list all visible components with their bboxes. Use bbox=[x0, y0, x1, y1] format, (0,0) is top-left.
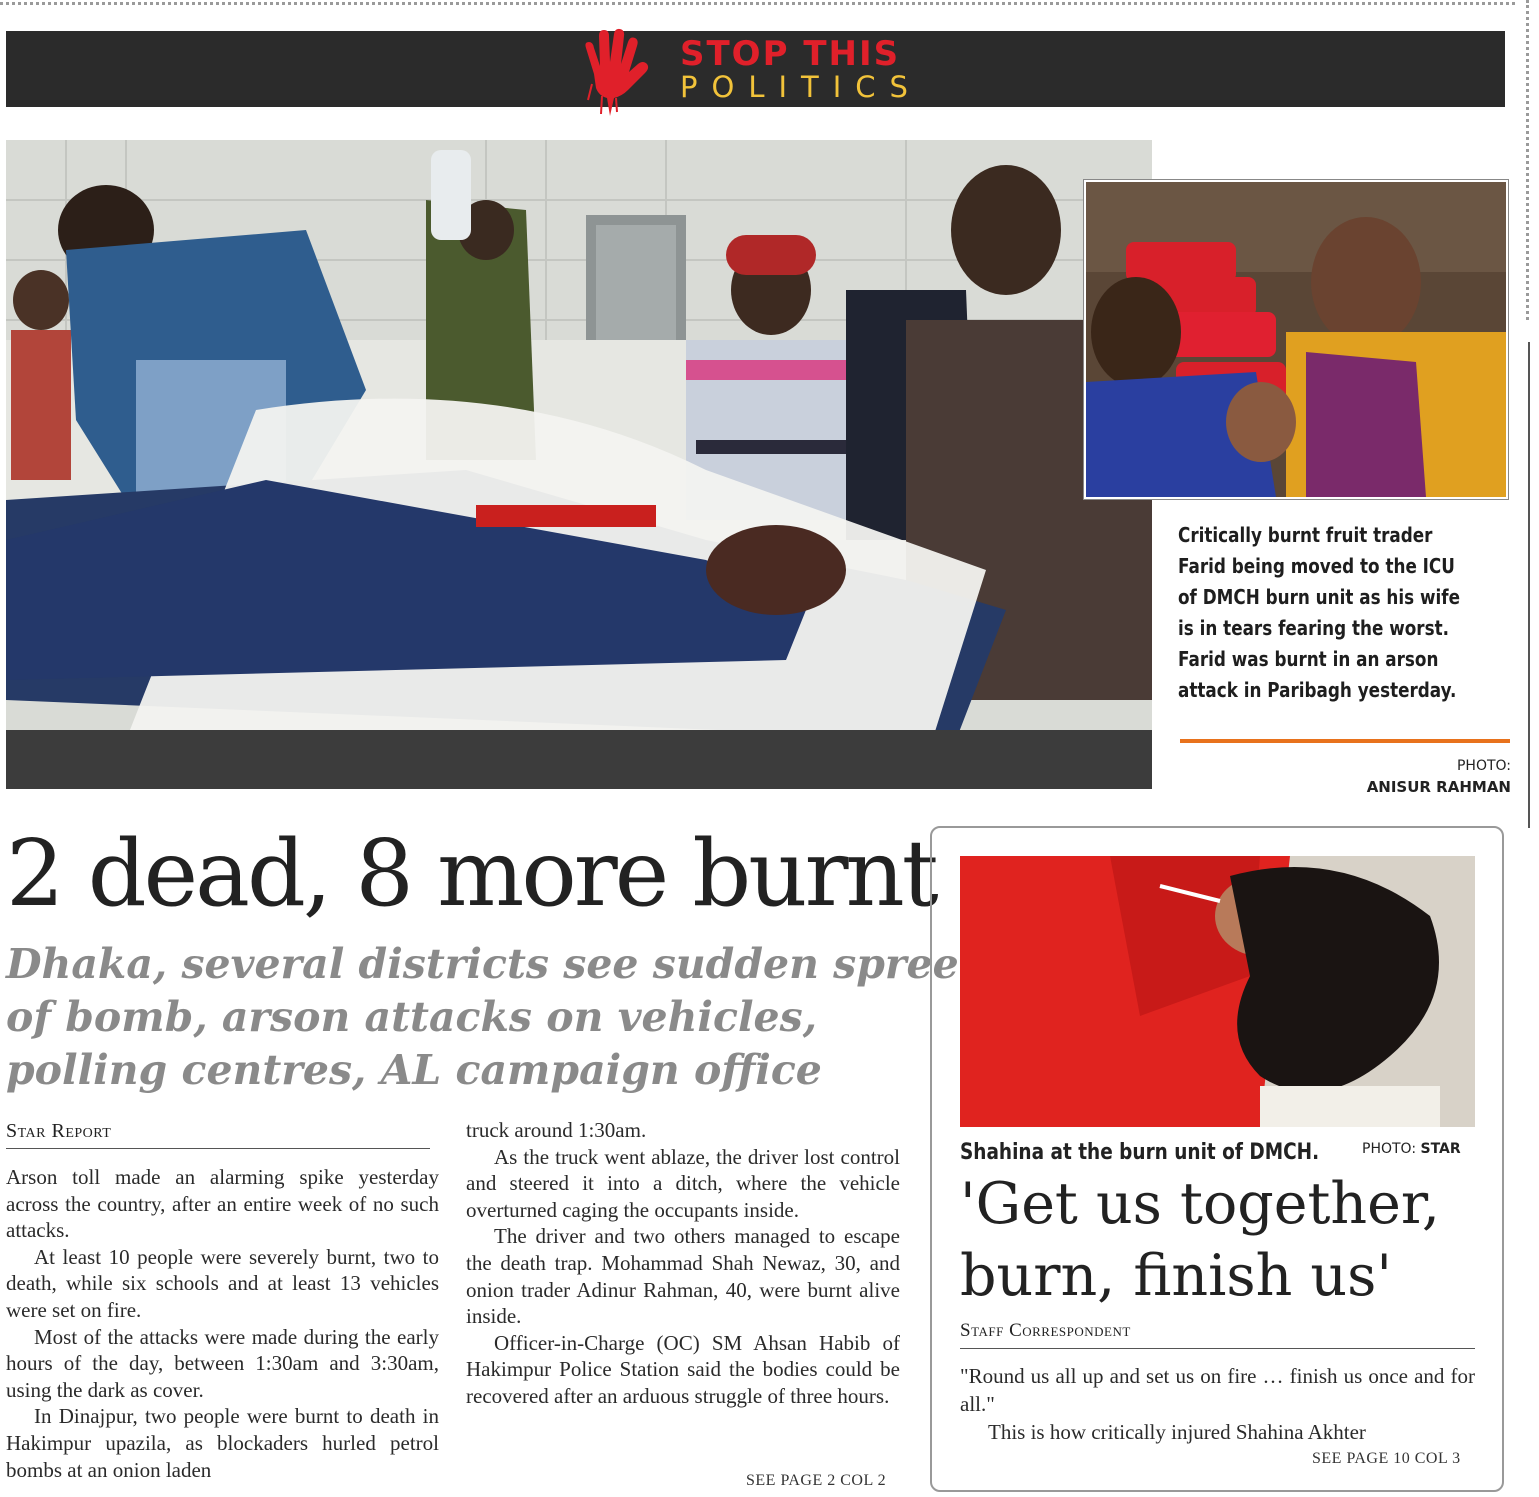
sidebar-headline-line: burn, finish us' bbox=[960, 1243, 1393, 1309]
paragraph: As the truck went ablaze, the driver lost control and steered it into a ditch, where the vehicle overturned caging the occupants inside. bbox=[466, 1144, 900, 1222]
article-subhead bbox=[6, 938, 959, 1097]
sidebar-body bbox=[960, 1362, 1475, 1446]
paragraph: truck around 1:30am. bbox=[466, 1118, 647, 1142]
shahina-photo-credit bbox=[1362, 1141, 1461, 1157]
main-photo-caption: Critically burnt fruit trader Farid being moved to the ICU of DMCH burn unit as his wife is in tears fearing the worst. Farid was burnt in an arson attack in Paribagh yesterday. bbox=[1178, 523, 1460, 702]
right-column-rule bbox=[1528, 342, 1530, 828]
paragraph: Arson toll made an alarming spike yesterday across the country, after an entire week of no such attacks. bbox=[6, 1165, 439, 1243]
sidebar-headline bbox=[960, 1168, 1500, 1312]
banner-title-line1: STOP THIS bbox=[680, 34, 901, 74]
sidebar-byline-rule bbox=[960, 1348, 1475, 1349]
paragraph: Most of the attacks were made during the early hours of the day, between 1:30am and 3:30am, using the dark as cover. bbox=[6, 1324, 439, 1402]
sidebar-byline: Staff Correspondent bbox=[960, 1320, 1131, 1341]
subhead-line: polling centres, AL campaign office bbox=[6, 1046, 822, 1094]
shahina-photo-caption: Shahina at the burn unit of DMCH. bbox=[960, 1140, 1320, 1165]
article-continuation: SEE PAGE 2 COL 2 bbox=[746, 1472, 887, 1489]
paragraph: "Round us all up and set us on fire … finish us once and for all." bbox=[960, 1364, 1475, 1416]
subhead-line: of bomb, arson attacks on vehicles, bbox=[6, 993, 817, 1041]
paragraph: This is how critically injured Shahina Akhter bbox=[988, 1420, 1366, 1444]
article-column-2 bbox=[466, 1117, 900, 1410]
sidebar-continuation: SEE PAGE 10 COL 3 bbox=[1312, 1450, 1461, 1467]
top-dotted-border bbox=[0, 2, 1515, 5]
photo-credit-name: ANISUR RAHMAN bbox=[1366, 778, 1511, 796]
paragraph: In Dinajpur, two people were burnt to death in Hakimpur upazila, as blockaders hurled petrol bombs at an onion laden bbox=[6, 1404, 439, 1482]
paragraph: Officer-in-Charge (OC) SM Ahsan Habib of Hakimpur Police Station said the bodies could be recovered after an arduous struggle of three hours. bbox=[466, 1330, 900, 1408]
credit-label: PHOTO: bbox=[1362, 1141, 1417, 1157]
article-byline: Star Report bbox=[6, 1120, 112, 1142]
shahina-photo bbox=[960, 856, 1475, 1127]
article-column-1 bbox=[6, 1164, 439, 1483]
sidebar-headline-line: 'Get us together, bbox=[960, 1171, 1440, 1237]
credit-name: STAR bbox=[1420, 1141, 1461, 1157]
inset-wife-photo bbox=[1084, 180, 1508, 499]
bloody-hand-icon bbox=[572, 26, 652, 118]
photo-credit-label: PHOTO: bbox=[1456, 758, 1511, 774]
byline-rule bbox=[6, 1148, 430, 1149]
paragraph: At least 10 people were severely burnt, two to death, while six schools and at least 13 vehicles were set on fire. bbox=[6, 1244, 439, 1322]
main-news-photo bbox=[6, 140, 1152, 789]
subhead-line: Dhaka, several districts see sudden spree bbox=[6, 940, 959, 988]
banner-title-line2: POLITICS bbox=[680, 70, 922, 104]
right-dotted-border bbox=[1526, 0, 1529, 320]
paragraph: The driver and two others managed to escape the death trap. Mohammad Shah Newaz, 30, and onion trader Adinur Rahman, 40, were burnt alive inside. bbox=[466, 1224, 900, 1329]
article-headline: 2 dead, 8 more burnt bbox=[6, 820, 936, 927]
caption-accent-rule bbox=[1180, 739, 1510, 743]
